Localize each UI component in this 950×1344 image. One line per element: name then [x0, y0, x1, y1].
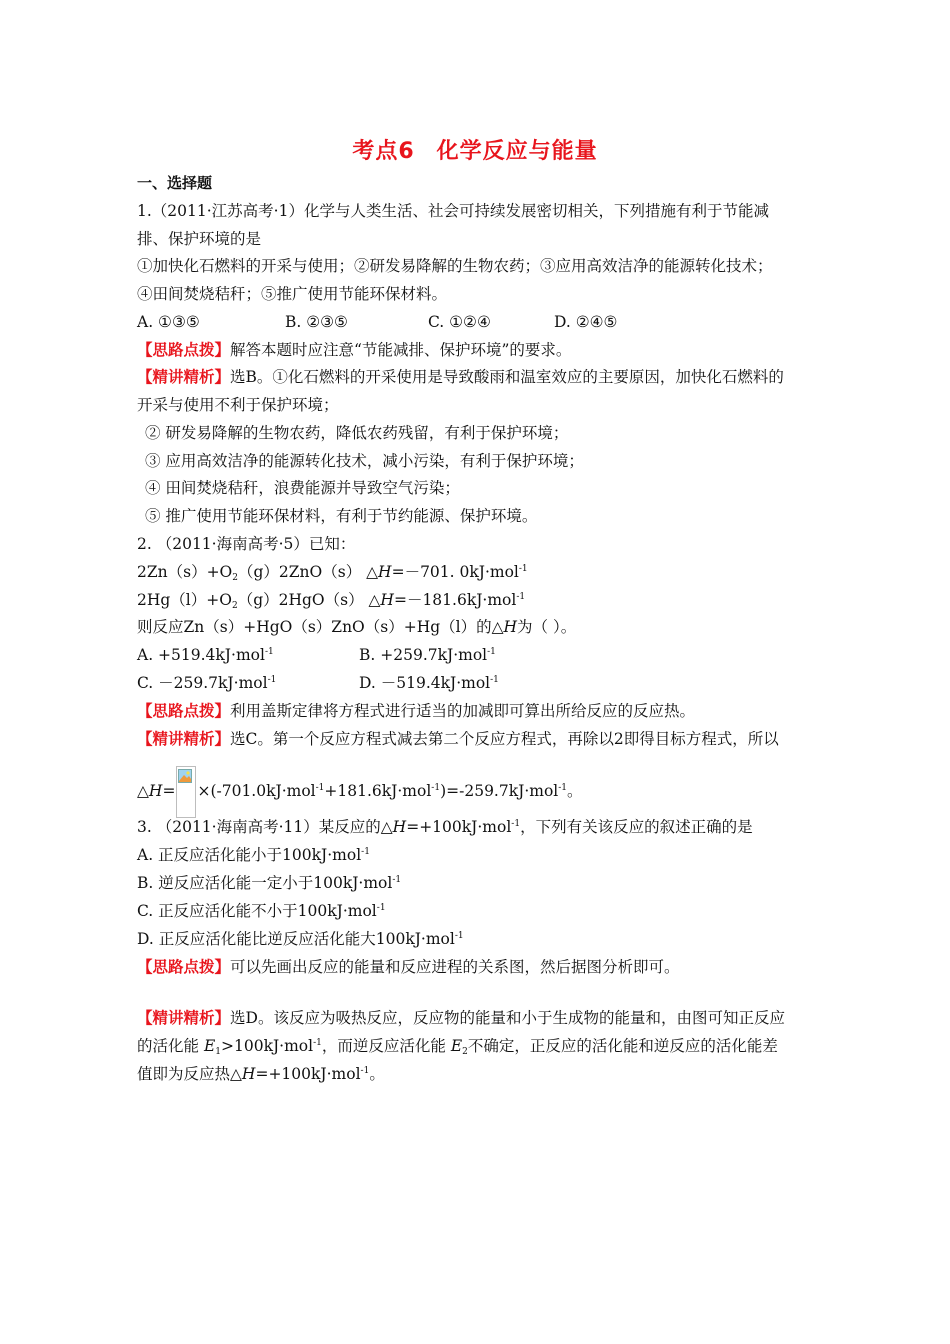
title-topic-number: 考点6: [352, 139, 415, 164]
q1-analysis-line6: ⑤ 推广使用节能环保材料，有利于节约能源、保护环境。: [145, 507, 538, 525]
q3-analysis-part: 。: [369, 1065, 385, 1083]
q2-analysis-line1: [137, 729, 779, 749]
q1-option-c: C. ①②④: [428, 313, 491, 331]
q1-stem-line1: 1.（2011·江苏高考·1）化学与人类生活、社会可持续发展密切相关，下列措施有利于节能减: [137, 202, 769, 220]
q2-options-row1: [137, 645, 496, 665]
q3-stem-part: 3. （2011·海南高考·11）某反应的△: [137, 818, 393, 836]
q1-analysis-line5: ④ 田间焚烧秸秆，浪费能源并导致空气污染；: [145, 479, 460, 497]
q2-equation2: [137, 590, 525, 610]
activation-energy-symbol: E: [450, 1037, 463, 1055]
q3-analysis-line2: [137, 1036, 778, 1056]
q1-hint: [137, 340, 571, 360]
q2-eq1-part: 2Zn（s）+O: [137, 563, 233, 581]
superscript: -1: [511, 819, 521, 829]
q2-eq2-part: （g）2HgO（s） △: [237, 591, 381, 609]
section-heading: 一、选择题: [137, 174, 213, 192]
q1-items-line2: ④田间焚烧秸秆；⑤推广使用节能环保材料。: [137, 285, 448, 303]
q3-hint: [137, 957, 680, 977]
q3-analysis-line1: [137, 1008, 785, 1028]
q3-analysis-part: >100kJ·mol: [221, 1037, 314, 1055]
q3-hint-text: 可以先画出反应的能量和反应进程的关系图，然后据图分析即可。: [230, 958, 680, 976]
q3-analysis-line3: [137, 1064, 385, 1084]
q3-analysis-text: 选D。该反应为吸热反应，反应物的能量和小于生成物的能量和，由图可知正反应: [230, 1009, 785, 1027]
q2-eq1-part: =－701. 0kJ·mol: [391, 563, 519, 581]
q2-analysis-part: △: [137, 782, 149, 800]
q3-option-d: [137, 929, 464, 949]
q2-equation1: [137, 562, 528, 582]
superscript: -1: [431, 783, 441, 793]
q3-option-a: [137, 845, 370, 865]
fraction-image-placeholder: [176, 766, 196, 818]
enthalpy-symbol: H: [378, 563, 392, 581]
superscript: -1: [487, 647, 496, 657]
superscript: -1: [454, 931, 464, 941]
q3-option-b-text: B. 逆反应活化能一定小于100kJ·mol: [137, 874, 393, 892]
q1-analysis-line1: [137, 367, 784, 387]
subscript: 2: [231, 601, 238, 611]
q2-hint: [137, 701, 695, 721]
q2-eq1-part: （g）2ZnO（s） △: [238, 563, 379, 581]
q3-option-b: [137, 873, 401, 893]
superscript: -1: [361, 847, 370, 857]
q2-analysis-part: +181.6kJ·mol: [324, 782, 432, 800]
equals-sign: =: [162, 782, 176, 800]
analysis-tag: 【精讲精析】: [137, 730, 231, 748]
title-topic-name: 化学反应与能量: [436, 139, 598, 164]
superscript: -1: [313, 1038, 322, 1048]
q2-option-b-text: B. +259.7kJ·mol: [359, 646, 488, 664]
analysis-tag: 【精讲精析】: [137, 368, 231, 386]
q2-options-row2: [137, 673, 499, 693]
q1-analysis-text: 选B。①化石燃料的开采使用是导致酸雨和温室效应的主要原因，加快化石燃料的: [230, 368, 784, 386]
superscript: -1: [264, 647, 274, 657]
enthalpy-symbol: H: [148, 782, 163, 800]
q1-option-d: D. ②④⑤: [554, 313, 618, 331]
q2-stem: 2. （2011·海南高考·5）已知：: [137, 535, 356, 553]
q1-items-line1: ①加快化石燃料的开采与使用；②研发易降解的生物农药；③应用高效洁净的能源转化技术；: [137, 257, 773, 275]
broken-image-icon: [178, 769, 192, 783]
q1-analysis-line4: ③ 应用高效洁净的能源转化技术，减小污染，有利于保护环境；: [145, 452, 584, 470]
q2-analysis-line2: [137, 766, 583, 818]
superscript: -1: [315, 783, 325, 793]
superscript: -1: [518, 564, 528, 574]
q2-eq2-part: 2Hg（l）+O: [137, 591, 232, 609]
q2-analysis-text: 选C。第一个反应方程式减去第二个反应方程式，再除以2即得目标方程式，所以: [230, 730, 779, 748]
q3-stem-part: =+100kJ·mol: [406, 818, 512, 836]
superscript: -1: [360, 1066, 370, 1076]
q2-option-a: [137, 645, 359, 665]
superscript: -1: [376, 903, 386, 913]
subscript: 1: [215, 1047, 221, 1057]
enthalpy-symbol: H: [380, 591, 394, 609]
q2-analysis-part: )=-259.7kJ·mol: [440, 782, 559, 800]
q3-option-c-text: C. 正反应活化能不小于100kJ·mol: [137, 902, 377, 920]
q3-stem: [137, 817, 753, 837]
q3-option-a-text: A. 正反应活化能小于100kJ·mol: [137, 846, 362, 864]
q2-question: [137, 617, 576, 637]
q2-hint-text: 利用盖斯定律将方程式进行适当的加减即可算出所给反应的反应热。: [230, 702, 696, 720]
q2-option-c-text: C. －259.7kJ·mol: [137, 674, 268, 692]
q1-hint-text: 解答本题时应注意“节能减排、保护环境”的要求。: [230, 341, 572, 359]
analysis-tag: 【精讲精析】: [137, 1009, 231, 1027]
q1-stem-line2: 排、保护环境的是: [137, 230, 262, 248]
q2-analysis-part: ×(-701.0kJ·mol: [197, 782, 316, 800]
q2-option-c: [137, 673, 359, 693]
enthalpy-symbol: H: [241, 1065, 256, 1083]
page-title: [0, 134, 950, 165]
q3-analysis-part: 的活化能: [137, 1037, 204, 1055]
q2-question-part: 为（ ）。: [517, 618, 577, 636]
subscript: 2: [462, 1047, 468, 1057]
hint-tag: 【思路点拨】: [137, 341, 231, 359]
subscript: 2: [232, 573, 238, 583]
q1-analysis-line2: 开采与使用不利于保护环境；: [137, 396, 339, 414]
q3-option-d-text: D. 正反应活化能比逆反应活化能大100kJ·mol: [137, 930, 455, 948]
hint-tag: 【思路点拨】: [137, 702, 231, 720]
q2-option-d-text: D. －519.4kJ·mol: [359, 674, 491, 692]
enthalpy-symbol: H: [503, 618, 518, 636]
superscript: -1: [516, 592, 526, 602]
q2-eq2-part: =－181.6kJ·mol: [393, 591, 517, 609]
q1-option-b: B. ②③⑤: [285, 313, 348, 331]
q2-option-a-text: A. +519.4kJ·mol: [137, 646, 265, 664]
hint-tag: 【思路点拨】: [137, 958, 231, 976]
q3-analysis-part: 值即为反应热△: [137, 1065, 242, 1083]
q3-analysis-part: 不确定，正反应的活化能和逆反应的活化能差: [467, 1037, 778, 1055]
q3-analysis-part: =+100kJ·mol: [255, 1065, 361, 1083]
superscript: -1: [490, 675, 499, 685]
q1-options: [137, 312, 617, 332]
superscript: -1: [558, 783, 568, 793]
q3-analysis-part: ，而逆反应活化能: [321, 1037, 451, 1055]
q3-option-c: [137, 901, 386, 921]
q2-option-b: [359, 645, 496, 665]
superscript: -1: [392, 875, 402, 885]
q2-option-d: [359, 673, 499, 693]
superscript: -1: [267, 675, 277, 685]
q1-analysis-line3: ② 研发易降解的生物农药，降低农药残留，有利于保护环境；: [145, 424, 569, 442]
q1-option-a: A. ①③⑤: [137, 313, 200, 331]
activation-energy-symbol: E: [203, 1037, 216, 1055]
q2-question-part: 则反应Zn（s）+HgO（s）ZnO（s）+Hg（l）的△: [137, 618, 504, 636]
q2-analysis-part: 。: [567, 782, 583, 800]
q3-stem-part: ，下列有关该反应的叙述正确的是: [520, 818, 753, 836]
enthalpy-symbol: H: [392, 818, 407, 836]
